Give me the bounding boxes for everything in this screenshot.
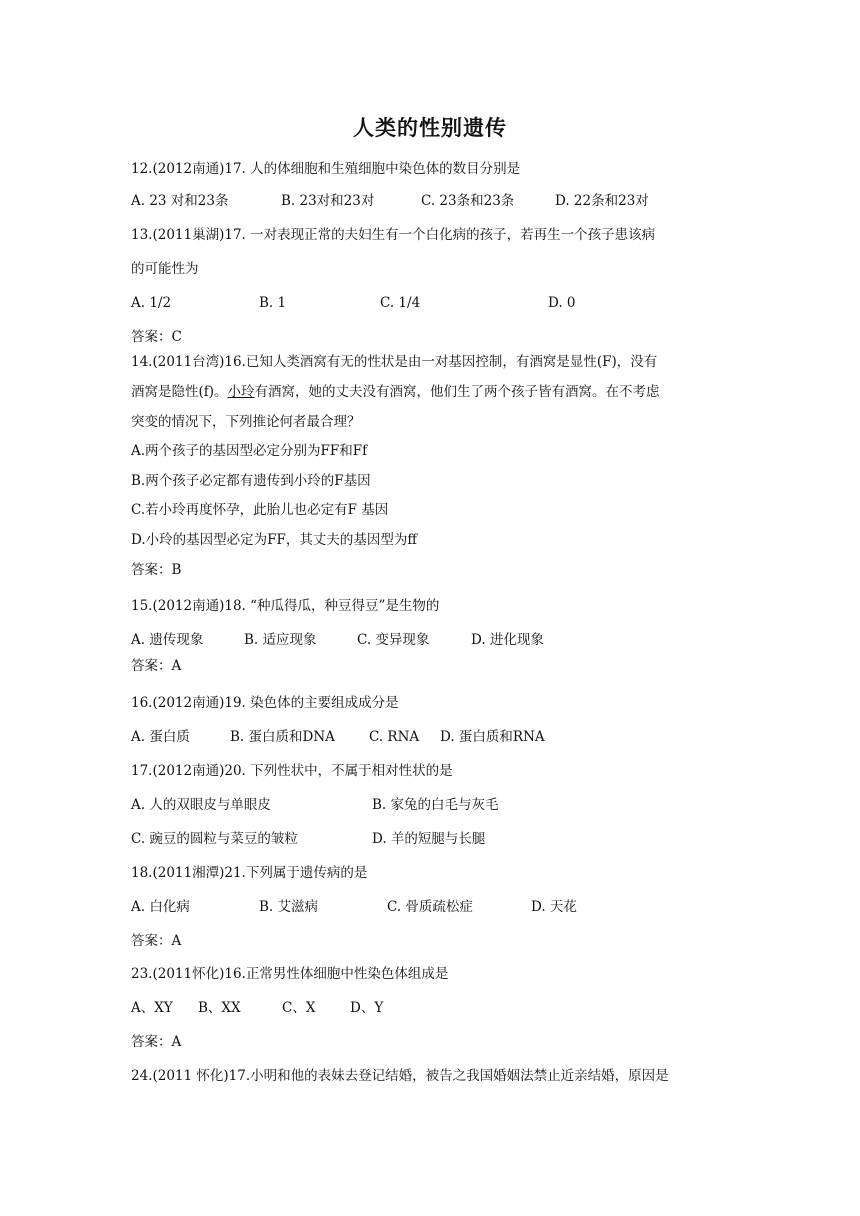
option-a: A. 人的双眼皮与单眼皮 xyxy=(131,797,271,813)
question-14-option-a: A.两个孩子的基因型必定分别为FF和Ff xyxy=(131,443,368,459)
question-16-stem: 16.(2012南通)19. 染色体的主要组成成分是 xyxy=(131,695,399,711)
question-13-stem-line1: 13.(2011巢湖)17. 一对表现正常的夫妇生有一个白化病的孩子，若再生一个孩子患该病 xyxy=(131,227,656,243)
question-14-stem-line3: 突变的情况下，下列推论何者最合理？ xyxy=(131,414,361,430)
question-14-option-c: C.若小玲再度怀孕，此胎儿也必定有F 基因 xyxy=(131,502,389,518)
option-b: B. 适应现象 xyxy=(244,632,317,648)
option-c: C. 骨质疏松症 xyxy=(387,899,473,915)
option-c: C. RNA xyxy=(369,729,420,745)
option-d: D. 0 xyxy=(548,295,576,311)
question-13-stem-line2: 的可能性为 xyxy=(131,261,199,277)
option-d: D. 天花 xyxy=(531,899,577,915)
option-b: B. 23对和23对 xyxy=(281,193,375,209)
option-a: A. 1/2 xyxy=(131,295,172,311)
option-b: B. 家兔的白毛与灰毛 xyxy=(372,797,499,813)
option-d: D、Y xyxy=(350,1000,384,1016)
question-14-stem-line2 xyxy=(131,383,660,401)
question-14-answer: 答案：B xyxy=(131,562,182,578)
question-17-stem: 17.(2012南通)20. 下列性状中，不属于相对性状的是 xyxy=(131,763,453,779)
option-c: C. 变异现象 xyxy=(357,632,430,648)
stem-text: 酒窝是隐性(f)。 xyxy=(131,384,228,400)
option-b: B. 艾滋病 xyxy=(259,899,319,915)
option-d: D. 进化现象 xyxy=(471,632,544,648)
question-15-answer: 答案：A xyxy=(131,658,182,674)
option-d: D. 22条和23对 xyxy=(555,193,649,209)
question-23-stem: 23.(2011怀化)16.正常男性体细胞中性染色体组成是 xyxy=(131,966,449,982)
question-18-answer: 答案：A xyxy=(131,933,182,949)
option-c: C. 23条和23条 xyxy=(421,193,515,209)
option-b: B. 1 xyxy=(259,295,287,311)
option-a: A、XY xyxy=(131,1000,173,1016)
option-d: D. 蛋白质和RNA xyxy=(440,729,545,745)
option-a: A. 蛋白质 xyxy=(131,729,190,745)
option-a: A. 白化病 xyxy=(131,899,190,915)
option-c: C. 1/4 xyxy=(380,295,421,311)
question-23-answer: 答案：A xyxy=(131,1034,182,1050)
underlined-name: 小玲 xyxy=(227,384,255,400)
question-12-stem: 12.(2012南通)17. 人的体细胞和生殖细胞中染色体的数目分别是 xyxy=(131,161,521,177)
question-13-answer: 答案：C xyxy=(131,329,182,345)
option-d: D. 羊的短腿与长腿 xyxy=(372,831,486,847)
question-15-stem: 15.(2012南通)18. “种瓜得瓜，种豆得豆”是生物的 xyxy=(131,598,440,614)
stem-text: 有酒窝，她的丈夫没有酒窝，他们生了两个孩子皆有酒窝。在不考虑 xyxy=(254,384,660,400)
option-c: C、X xyxy=(282,1000,316,1016)
question-14-option-d: D.小玲的基因型必定为FF，其丈夫的基因型为ff xyxy=(131,532,417,548)
question-14-option-b: B.两个孩子必定都有遗传到小玲的F基因 xyxy=(131,473,371,489)
option-a: A. 遗传现象 xyxy=(131,632,204,648)
question-18-stem: 18.(2011湘潭)21.下列属于遗传病的是 xyxy=(131,865,368,881)
page-title: 人类的性别遗传 xyxy=(353,116,507,140)
option-b: B、XX xyxy=(198,1000,241,1016)
option-b: B. 蛋白质和DNA xyxy=(230,729,335,745)
option-a: A. 23 对和23条 xyxy=(131,193,229,209)
question-24-stem: 24.(2011 怀化)17.小明和他的表妹去登记结婚，被告之我国婚姻法禁止近亲结婚，原因是 xyxy=(131,1068,669,1084)
question-14-stem-line1: 14.(2011台湾)16.已知人类酒窝有无的性状是由一对基因控制，有酒窝是显性(F)，没有 xyxy=(131,354,658,370)
option-c: C. 豌豆的圆粒与菜豆的皱粒 xyxy=(131,831,298,847)
